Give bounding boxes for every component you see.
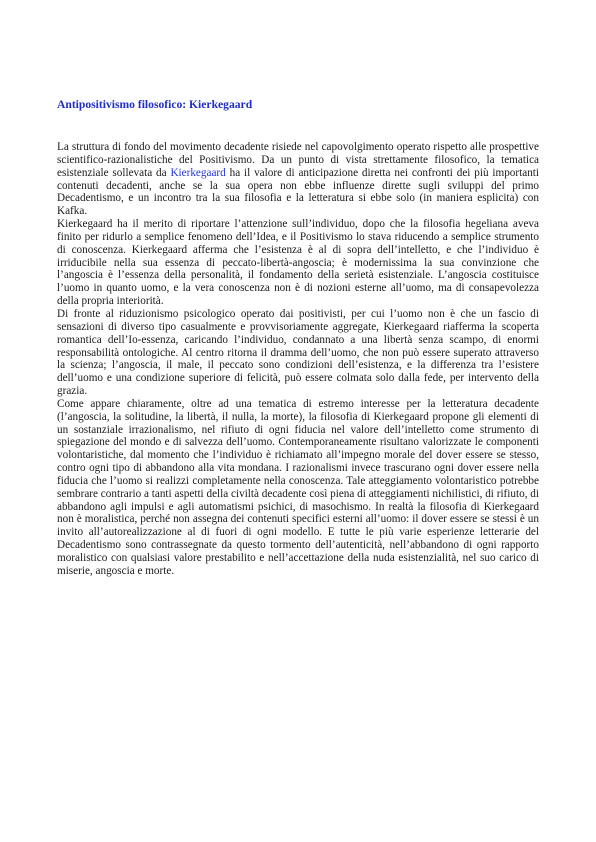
paragraph-1 [57, 141, 539, 218]
paragraph-3: Di fronte al riduzionismo psicologico operato dai positivisti, per cui l’uomo non è che un fascio di sensazioni di diverso tipo casualmente e provvisoriamente aggregate, Kierkegaard riafferma la scoperta romantica dell’Io-essenza, caricando l’individuo, condannato a una libertà senza scampo, di enormi responsabilità ontologiche. Al centro ritorna il dramma dell’uomo, che non può essere superato attraverso la scienza; l’angoscia, il male, il peccato sono condizioni dell’esistenza, e la differenza tra l’esistere dell’uomo e una condizione superiore di felicità, può essere colmata solo dalla fede, per intervento della grazia. [57, 307, 539, 398]
paragraph-1-after: ha il valore di anticipazione diretta nei confronti dei più importanti contenuti decadenti, anche se la sua opera non ebbe influenze dirette sugli sviluppi del primo Decadentismo, e un incontro tra la sua filosofia e la letteratura si ebbe solo (in maniera esplicita) con Kafka. [57, 166, 540, 218]
page-title: Antipositivismo filosofico: Kierkegaard [57, 98, 253, 111]
kierkegaard-link[interactable]: Kierkegaard [170, 166, 226, 179]
document-body [57, 141, 539, 578]
paragraph-1-before: La struttura di fondo del movimento decadente risiede nel capovolgimento operato rispetto alle prospettive scientifico-razionalistiche del Positivismo. Da un punto di vista strettamente filosofico, la tematica esistenziale sollevata da [57, 141, 539, 179]
paragraph-2: Kierkegaard ha il merito di riportare l’attenzione sull’individuo, dopo che la filosofia hegeliana aveva finito per ridurlo a semplice fenomeno dell’Idea, e il Positivismo lo stava riducendo a semplice strumento di conoscenza. Kierkegaard afferma che l’esistenza è al di sopra dell’intelletto, e che l’individuo è irriducibile nella sua essenza di peccato-libertà-angoscia; è modernissima la sua convinzione che l’angoscia è l’essenza della personalità, il fondamento della serietà esistenziale. L’angoscia costituisce l’uomo in quanto uomo, e la vera conoscenza non è di nozioni esterne all’uomo, ma di consapevolezza della propria interiorità. [57, 218, 539, 308]
paragraph-4: Come appare chiaramente, oltre ad una tematica di estremo interesse per la letteratura decadente (l’angoscia, la solitudine, la libertà, il nulla, la morte), la filosofia di Kierkegaard propone gli elementi di un sostanziale irrazionalismo, nel rifiuto di ogni fiducia nel valore dell’intelletto come strumento di spiegazione del mondo e di salvezza dell’uomo. Contemporaneamente risultano valorizzate le componenti volontaristiche, dal momento che l’individuo è richiamato all’impegno morale del dover essere se stesso, contro ogni tipo di abbandono alla vita mondana. I razionalismi invece trascurano ogni dover essere nella fiducia che l’uomo si realizzi completamente nella conoscenza. Tale atteggiamento volontaristico potrebbe sembrare contrario a tanti aspetti della civiltà decadente così piena di atteggiamenti nichilistici, di rifiuto, di abbandono agli impulsi e agli automatismi psichici, di masochismo. In realtà la filosofia di Kierkegaard non è moralistica, perché non assegna dei contenuti specifici esterni all’uomo: il dover essere se stessi è un invito all’autorealizzazione al di fuori di ogni modello. E tutte le più varie esperienze letterarie del Decadentismo sono contrassegnate da questo tormento dell’autenticità, nell’abbandono di ogni rapporto moralistico con qualsiasi valore prestabilito e nell’accettazione della nuda esistenzialità, nel suo carico di miserie, angoscia e morte. [57, 397, 539, 577]
